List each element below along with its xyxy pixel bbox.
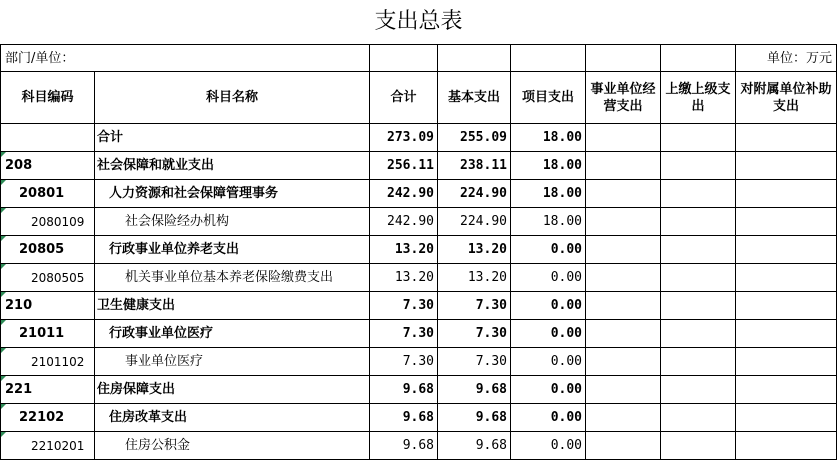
project-value[interactable]: 18.00 <box>511 124 586 152</box>
basic-value[interactable]: 224.90 <box>438 208 511 236</box>
empty-cell <box>438 45 511 72</box>
empty-cell <box>511 45 586 72</box>
unit-label: 单位：万元 <box>736 45 837 72</box>
subject-code: 2210201 <box>31 438 85 453</box>
empty-cell[interactable] <box>586 292 661 320</box>
subject-code-cell[interactable] <box>1 292 95 320</box>
empty-cell <box>661 45 736 72</box>
comment-marker-icon <box>1 180 6 185</box>
subject-name-cell[interactable] <box>95 124 370 152</box>
empty-cell[interactable] <box>586 404 661 432</box>
basic-value[interactable]: 9.68 <box>438 376 511 404</box>
subject-name: 社会保障和就业支出 <box>97 158 215 173</box>
empty-cell[interactable] <box>586 376 661 404</box>
table-row <box>1 208 837 236</box>
empty-cell[interactable] <box>661 264 736 292</box>
basic-value[interactable]: 255.09 <box>438 124 511 152</box>
header-name: 科目名称 <box>95 72 370 124</box>
header-upper: 上缴上级支出 <box>661 72 736 124</box>
subject-code-cell[interactable] <box>1 404 95 432</box>
empty-cell[interactable] <box>736 180 837 208</box>
total-value[interactable]: 7.30 <box>370 292 438 320</box>
subject-code-cell[interactable] <box>1 320 95 348</box>
total-value[interactable]: 9.68 <box>370 432 438 460</box>
subject-name: 社会保险经办机构 <box>125 214 230 229</box>
subject-name-cell[interactable] <box>95 152 370 180</box>
subject-code-cell[interactable] <box>1 152 95 180</box>
empty-cell[interactable] <box>736 208 837 236</box>
subject-name-cell[interactable] <box>95 432 370 460</box>
empty-cell[interactable] <box>736 152 837 180</box>
comment-marker-icon <box>1 320 6 325</box>
page-title: 支出总表 <box>1 0 837 45</box>
subject-code-cell[interactable] <box>1 180 95 208</box>
subject-code: 21011 <box>19 326 65 341</box>
header-code: 科目编码 <box>1 72 95 124</box>
table-row <box>1 264 837 292</box>
subject-name: 住房保障支出 <box>97 382 176 397</box>
subject-name-cell[interactable] <box>95 208 370 236</box>
empty-cell[interactable] <box>736 236 837 264</box>
empty-cell[interactable] <box>661 404 736 432</box>
empty-cell[interactable] <box>661 180 736 208</box>
project-value[interactable]: 0.00 <box>511 264 586 292</box>
project-value[interactable]: 18.00 <box>511 180 586 208</box>
subject-name: 住房改革支出 <box>109 410 188 425</box>
basic-value[interactable]: 9.68 <box>438 432 511 460</box>
empty-cell[interactable] <box>586 124 661 152</box>
subject-name: 行政事业单位养老支出 <box>109 242 240 257</box>
empty-cell[interactable] <box>736 432 837 460</box>
total-value[interactable]: 9.68 <box>370 376 438 404</box>
subject-name: 机关事业单位基本养老保险缴费支出 <box>125 270 334 285</box>
comment-marker-icon <box>1 348 6 353</box>
subject-name-cell[interactable] <box>95 320 370 348</box>
table-row <box>1 348 837 376</box>
empty-cell[interactable] <box>661 432 736 460</box>
empty-cell[interactable] <box>661 124 736 152</box>
subject-name: 事业单位医疗 <box>125 354 204 369</box>
comment-marker-icon <box>1 376 6 381</box>
subject-code: 2101102 <box>31 354 85 369</box>
total-value[interactable]: 273.09 <box>370 124 438 152</box>
basic-value[interactable]: 224.90 <box>438 180 511 208</box>
project-value[interactable]: 18.00 <box>511 152 586 180</box>
basic-value[interactable]: 238.11 <box>438 152 511 180</box>
empty-cell[interactable] <box>736 292 837 320</box>
basic-value[interactable]: 7.30 <box>438 320 511 348</box>
project-value[interactable]: 0.00 <box>511 348 586 376</box>
table-row <box>1 292 837 320</box>
project-value[interactable]: 0.00 <box>511 404 586 432</box>
empty-cell[interactable] <box>736 348 837 376</box>
subject-name-cell[interactable] <box>95 264 370 292</box>
comment-marker-icon <box>1 208 6 213</box>
subject-code: 210 <box>5 298 33 313</box>
total-value[interactable]: 7.30 <box>370 348 438 376</box>
subject-name: 住房公积金 <box>125 438 191 453</box>
subject-name: 人力资源和社会保障管理事务 <box>109 186 279 201</box>
total-value[interactable]: 256.11 <box>370 152 438 180</box>
subject-code-cell[interactable] <box>1 208 95 236</box>
project-value[interactable]: 18.00 <box>511 208 586 236</box>
table-row <box>1 432 837 460</box>
empty-cell[interactable] <box>661 320 736 348</box>
empty-cell[interactable] <box>586 236 661 264</box>
total-value[interactable]: 13.20 <box>370 264 438 292</box>
project-value[interactable]: 0.00 <box>511 376 586 404</box>
empty-cell[interactable] <box>586 180 661 208</box>
header-project: 项目支出 <box>511 72 586 124</box>
empty-cell[interactable] <box>586 208 661 236</box>
empty-cell[interactable] <box>661 208 736 236</box>
subject-code-cell[interactable] <box>1 264 95 292</box>
empty-cell[interactable] <box>661 348 736 376</box>
basic-value[interactable]: 7.30 <box>438 292 511 320</box>
empty-cell <box>586 45 661 72</box>
project-value[interactable]: 0.00 <box>511 320 586 348</box>
subject-code-cell[interactable] <box>1 376 95 404</box>
subject-name-cell[interactable] <box>95 376 370 404</box>
header-total: 合计 <box>370 72 438 124</box>
subject-name-cell[interactable] <box>95 404 370 432</box>
empty-cell[interactable] <box>586 432 661 460</box>
empty-cell[interactable] <box>661 292 736 320</box>
subject-name: 合计 <box>97 130 124 145</box>
subject-name-cell[interactable] <box>95 180 370 208</box>
total-value[interactable]: 242.90 <box>370 180 438 208</box>
basic-value[interactable]: 13.20 <box>438 236 511 264</box>
project-value[interactable]: 0.00 <box>511 292 586 320</box>
comment-marker-icon <box>1 264 6 269</box>
subject-name: 行政事业单位医疗 <box>109 326 214 341</box>
subject-code-cell[interactable] <box>1 432 95 460</box>
subject-code: 2080109 <box>31 214 85 229</box>
empty-cell[interactable] <box>661 236 736 264</box>
table-row <box>1 404 837 432</box>
table-row <box>1 320 837 348</box>
total-value[interactable]: 7.30 <box>370 320 438 348</box>
subject-name-cell[interactable] <box>95 292 370 320</box>
header-business: 事业单位经营支出 <box>586 72 661 124</box>
total-value[interactable]: 13.20 <box>370 236 438 264</box>
project-value[interactable]: 0.00 <box>511 432 586 460</box>
empty-cell[interactable] <box>736 404 837 432</box>
subject-code-cell[interactable] <box>1 348 95 376</box>
table-row <box>1 236 837 264</box>
subject-code-cell[interactable] <box>1 236 95 264</box>
empty-cell[interactable] <box>736 264 837 292</box>
subject-code: 22102 <box>19 410 65 425</box>
basic-value[interactable]: 13.20 <box>438 264 511 292</box>
subject-code: 208 <box>5 158 33 173</box>
dept-label: 部门/单位： <box>1 45 370 72</box>
empty-cell[interactable] <box>586 348 661 376</box>
comment-marker-icon <box>1 152 6 157</box>
subject-code-cell[interactable] <box>1 124 95 152</box>
subject-code: 2080505 <box>31 270 85 285</box>
header-basic: 基本支出 <box>438 72 511 124</box>
subject-name-cell[interactable] <box>95 348 370 376</box>
comment-marker-icon <box>1 236 6 241</box>
empty-cell <box>370 45 438 72</box>
subject-code: 221 <box>5 382 33 397</box>
comment-marker-icon <box>1 292 6 297</box>
empty-cell[interactable] <box>586 264 661 292</box>
table-row <box>1 152 837 180</box>
basic-value[interactable]: 9.68 <box>438 404 511 432</box>
comment-marker-icon <box>1 404 6 409</box>
empty-cell[interactable] <box>586 152 661 180</box>
empty-cell[interactable] <box>736 376 837 404</box>
table-row <box>1 180 837 208</box>
total-value[interactable]: 242.90 <box>370 208 438 236</box>
subject-code: 20801 <box>19 186 65 201</box>
subject-name: 卫生健康支出 <box>97 298 176 313</box>
table-row <box>1 124 837 152</box>
total-value[interactable]: 9.68 <box>370 404 438 432</box>
comment-marker-icon <box>1 432 6 437</box>
empty-cell[interactable] <box>736 124 837 152</box>
empty-cell[interactable] <box>661 376 736 404</box>
empty-cell[interactable] <box>586 320 661 348</box>
table-row <box>1 376 837 404</box>
empty-cell[interactable] <box>736 320 837 348</box>
basic-value[interactable]: 7.30 <box>438 348 511 376</box>
header-subsidy: 对附属单位补助支出 <box>736 72 837 124</box>
subject-name-cell[interactable] <box>95 236 370 264</box>
subject-code: 20805 <box>19 242 65 257</box>
empty-cell[interactable] <box>661 152 736 180</box>
project-value[interactable]: 0.00 <box>511 236 586 264</box>
